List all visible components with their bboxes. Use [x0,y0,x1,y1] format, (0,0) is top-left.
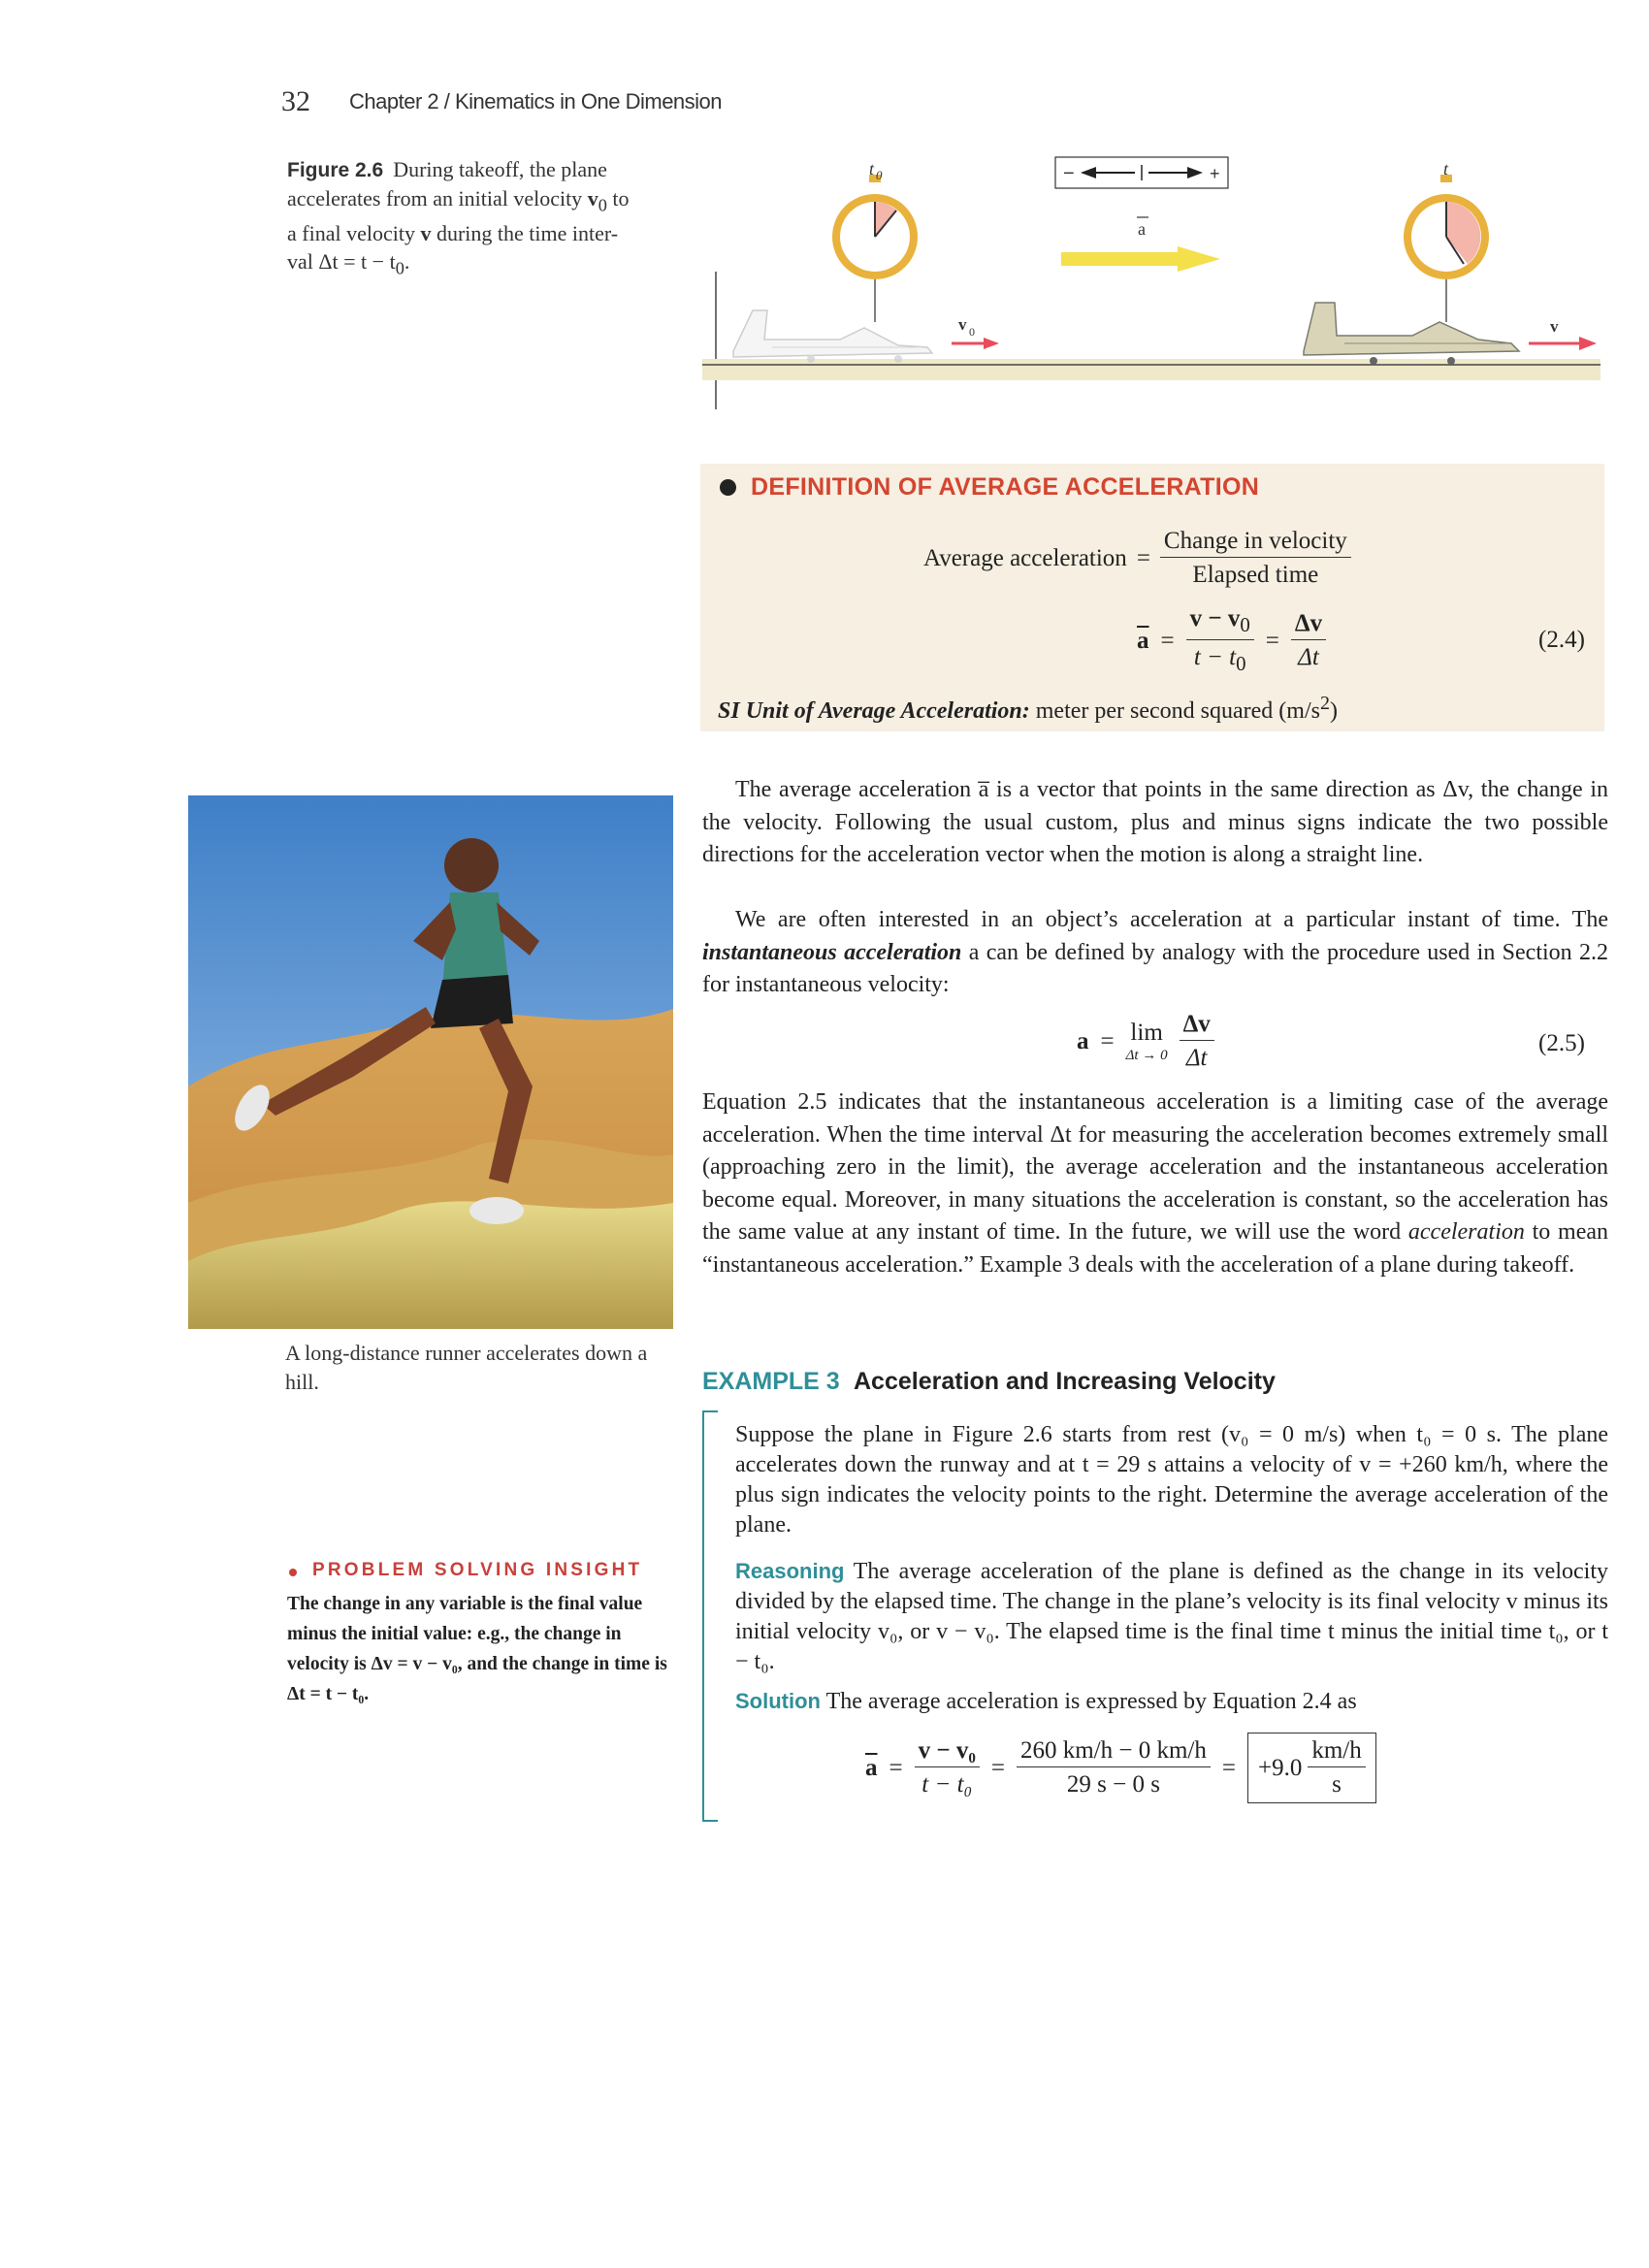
caption-text: accelerates from an initial velocity [287,186,588,211]
plane-final-icon [1304,303,1519,365]
solution-text: The average acceleration is expressed by Equation 2.4 as [825,1689,1357,1714]
reasoning-label: Reasoning [735,1559,845,1583]
v-minus-v0: v − v [1189,605,1241,632]
v0-label: v [958,315,967,334]
p2-text-a: We are often interested in an object’s acceleration at a particular instant of time. The [735,907,1608,932]
chapter-title: Chapter 2 / Kinematics in One Dimension [349,89,723,113]
page-number: 32 [281,85,310,117]
p2-text-b: a can be defined by analogy with the procedure used in Section 2.2 for instantaneous velocity: [702,939,1608,997]
si-unit-line: SI Unit of Average Acceleration: meter per second squared $(m/s^2)$ [718,693,1338,724]
clock-right-label: t [1443,159,1449,178]
reasoning-text: The average acceleration of the plane is defined as the change in its velocity divided by the elapsed time. The change in the plane’s velocity is its final velocity v minus its initial velocity v₀, or v − v₀. The elapsed time is the final time t minus the initial time t₀, or t − t₀. [735,1559,1608,1674]
example-bracket [702,1410,718,1822]
a-bar-label: a [1138,219,1146,239]
clock-left-label: t [869,159,875,178]
instantaneous-acceleration-term: instantaneous acceleration [702,939,962,965]
caption-text: val Δt = t − t [287,249,396,275]
symbol-fraction: $\frac{v - v_0}{t - t_0}$ [1186,605,1254,676]
solution-label: Solution [735,1689,821,1713]
symbol-equation: $\overline{a}$ = $\frac{v - v_0}{t - t_0}$ = $\frac{\Delta v}{\Delta t}$ [1137,605,1326,676]
elapsed-time: Elapsed time [1192,562,1319,588]
takeoff-diagram [695,155,1606,417]
equation-number-2-4: (2.4) [1538,627,1585,653]
delta-v: Δv [1182,1011,1211,1037]
answer-unit-denominator: s [1332,1771,1342,1798]
word-fraction [1160,528,1351,589]
paragraph-1: The average acceleration a̅ is a vector that points in the same direction as Δv, the change in the velocity. Following the usual custom, plus and minus signs indicate the two possible directions for the acceleration vector when the motion is along a straight line. [702,777,1608,867]
plus-sign: + [1210,164,1220,183]
definition-box [700,464,1604,731]
plane-initial-icon [733,310,932,363]
v-symbol: v [420,221,432,246]
t-minus-t0: t − t₀ [922,1771,973,1798]
photo-caption: A long-distance runner accelerates down a hill. [285,1341,648,1394]
caption-text: a final velocity [287,221,421,246]
solution-equation: $\overline{a}$ = $\frac{\text{v − v₀}}{\text{t − t₀}}$ = $\frac{260 km/h - 0 km/h}{29 s - 0 s}$ = +9.0 $\frac{km/h}{s}$ [865,1733,1376,1803]
caption-text: During takeoff, the plane [393,157,607,181]
answer-box [1247,1733,1376,1803]
si-unit-close: ) [1329,698,1338,724]
p3-text-a: Equation 2.5 indicates that the instantaneous acceleration is a limiting case of the average acceleration. When the time interval Δt for measuring the acceleration becomes extremely small (approaching zero in the limit), the average acceleration and the instantaneous acceleration become equal. Moreover, in many situations the acceleration is constant, so the acceleration has the same value at any instant of time. In the future, we will use the word [702,1089,1608,1245]
p3-text-b: to mean “instantaneous acceleration.” Example 3 deals with the acceleration of a plane during takeoff. [702,1219,1609,1278]
svg-text:0: 0 [876,168,883,182]
change-in-velocity: Change in velocity [1160,528,1351,558]
insight-bullet-icon [289,1569,297,1576]
caption-text: during the time inter- [431,221,619,246]
delta-t: Δt [1298,644,1319,670]
svg-text:0: 0 [969,325,975,339]
example-title: Acceleration and Increasing Velocity [854,1368,1276,1395]
clock-right-icon [1404,175,1489,322]
runway [702,359,1600,380]
lim-subscript: Δt → 0 [1125,1047,1168,1063]
average-acceleration-label: Average acceleration [923,544,1127,571]
answer-unit-numerator: km/h [1308,1737,1365,1767]
delta-t: Δt [1185,1045,1208,1071]
time-difference: 29 s − 0 s [1066,1771,1160,1798]
v0-symbol: v [587,186,598,211]
figure-caption: Figure 2.6 During takeoff, the plane accelerates from an initial velocity $v_0$ to a final velocity v during the time inter- val $\Delta t = t - t_0$. [287,157,630,278]
delta-v: Δv [1294,610,1323,636]
word-equation: Average acceleration = $\frac{\text{Change in velocity}}{\text{Elapsed time}}$ [923,528,1351,589]
v-minus-v0: v − v₀ [918,1737,976,1764]
t-minus-t0: t − t [1193,644,1237,670]
insight-body: The change in any variable is the final value minus the initial value: e.g., the change in velocity is Δv = v − v₀, and the change in time is Δt = t − t₀. [287,1594,667,1704]
example-reasoning [735,1556,1608,1677]
clock-left-icon [832,175,918,322]
equation-number-2-5: (2.5) [1538,1030,1585,1056]
bullet-icon [720,479,736,496]
runner-photo [188,795,673,1329]
si-unit-value: meter per second squared (m/s [1035,698,1320,724]
paragraph-2 [702,904,1608,1002]
lim-symbol: lim [1130,1019,1163,1046]
velocity-difference: 260 km/h − 0 km/h [1017,1737,1211,1767]
caption-text: to [606,186,630,211]
paragraph-3 [702,1086,1608,1281]
equation-2-5: a = lim Δt → 0 $\frac{\Delta v}{\Delta t}$ [1077,1011,1214,1072]
example-problem: Suppose the plane in Figure 2.6 starts from rest (v₀ = 0 m/s) when t₀ = 0 s. The plane accelerates down the runway and at t = 29 s attains a velocity of v = +260 km/h, where the plus sign indicates the velocity points to the right. Determine the average acceleration of the plane. [735,1422,1608,1538]
acceleration-arrow-icon [1061,252,1178,266]
insight-heading: PROBLEM SOLVING INSIGHT [312,1560,643,1580]
delta-fraction [1291,610,1326,671]
v-label: v [1550,317,1559,336]
acceleration-term: acceleration [1407,1219,1525,1245]
minus-sign: − [1063,163,1075,184]
answer-value: +9.0 [1257,1754,1303,1781]
figure-label: Figure 2.6 [287,159,384,181]
si-unit-label: SI Unit of Average Acceleration: [718,698,1030,724]
definition-title: DEFINITION OF AVERAGE ACCELERATION [751,473,1260,501]
example-label: EXAMPLE 3 [702,1368,840,1395]
example-solution [735,1686,1608,1717]
